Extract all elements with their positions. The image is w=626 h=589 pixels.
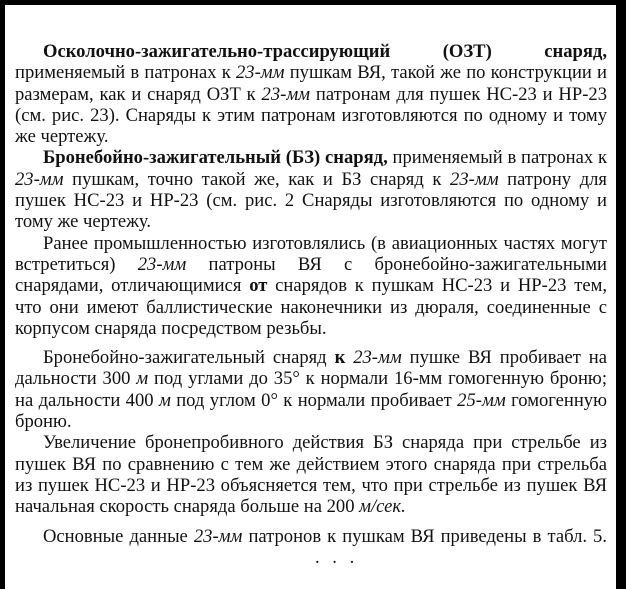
bz-text-c: патрону для пушек НС-23 и НР-23 (см. рис. 2 Снаряды изготовляются по одному и тому же чертежу.: [15, 168, 607, 233]
ozt-text-c: патронам для пушек НС-23 и НР-23 (см. рис. 23). Снаряды к этим патронам изготовляются по одному и тому же чертежу.: [15, 83, 607, 148]
trailing-dots: . . .: [315, 546, 359, 568]
paragraph-earlier-production: [15, 233, 607, 339]
paragraph-bz: [15, 147, 607, 232]
thickness-italic: 25-мм: [457, 389, 506, 411]
earlier-text-b: патроны ВЯ с бронебойно-зажигательными снарядами, отличающимися: [15, 253, 607, 297]
unit-italic: м: [136, 368, 149, 390]
caliber-italic: 23-мм: [353, 347, 402, 369]
paragraph-ozt: [15, 41, 607, 147]
caliber-italic: 23-мм: [137, 253, 187, 275]
earlier-text-c: снарядов к пушкам НС-23 и НР-23 тем, что они имеют баллистические наконечники из дюраля, соединенные с корпусом снаряда посредством резьбы.: [15, 275, 607, 339]
paragraph-increase: [15, 432, 607, 517]
table-ref-text-b: патронов к пушкам ВЯ приведены в табл. 5.: [242, 525, 607, 547]
caliber-italic: 23-мм: [261, 83, 311, 105]
increase-text-a: Увеличение бронепробивного действия БЗ снаряда при стрельбе из пушек ВЯ по сравнению с тем же действием этого снаряда при стрельба из пушек НС-23 и НР-23 объясняется тем, что при стрельбе из пушек ВЯ начальная скорость снаряда больше на 200: [15, 432, 607, 518]
space: [345, 347, 353, 368]
caliber-italic: 23-мм: [193, 525, 243, 547]
bz-text-b: пушкам, точно такой же, как и БЗ снаряд к: [63, 168, 451, 190]
table-ref-text-a: Основные данные: [43, 525, 194, 547]
ozt-text-b: пушкам ВЯ, такой же по конструкции и размерам, как и снаряд ОЗТ к: [15, 62, 608, 105]
bold-ot: от: [249, 275, 268, 297]
penetration-text-d: под углом 0° к нормали пробивает: [170, 389, 458, 411]
ozt-text-a: применяемый в патронах к: [15, 62, 236, 84]
penetration-text-b: пушке ВЯ пробивает на дальности 300: [15, 347, 607, 390]
ozt-heading: Осколочно-зажигательно-трассирующий (ОЗТ) снаряд,: [43, 41, 607, 62]
document-page: [5, 5, 616, 589]
penetration-text-c: под углами до 35° к нормали 16-мм гомогенную броню; на дальности 400: [15, 368, 607, 411]
bold-k: к: [334, 347, 346, 369]
penetration-text-e: гомогенную броню.: [15, 389, 607, 433]
unit-italic: м: [158, 389, 171, 411]
caliber-italic: 23-мм: [450, 168, 499, 190]
unit-italic: м/сек.: [359, 496, 406, 518]
earlier-text-a: Ранее промышленностью изготовлялись (в авиационных частях могут встретиться): [15, 232, 607, 275]
caliber-italic: 23-мм: [236, 62, 285, 84]
caliber-italic: 23-мм: [15, 168, 64, 190]
penetration-text-a: Бронебойно-зажигательный снаряд: [43, 347, 335, 369]
paragraph-penetration: [15, 347, 607, 432]
body-text: [15, 41, 607, 568]
paragraph-table-ref: [15, 526, 607, 569]
bz-heading: Бронебойно-зажигательный (БЗ) снаряд,: [43, 147, 388, 169]
bz-text-a: применяемый в патронах к: [387, 147, 607, 169]
